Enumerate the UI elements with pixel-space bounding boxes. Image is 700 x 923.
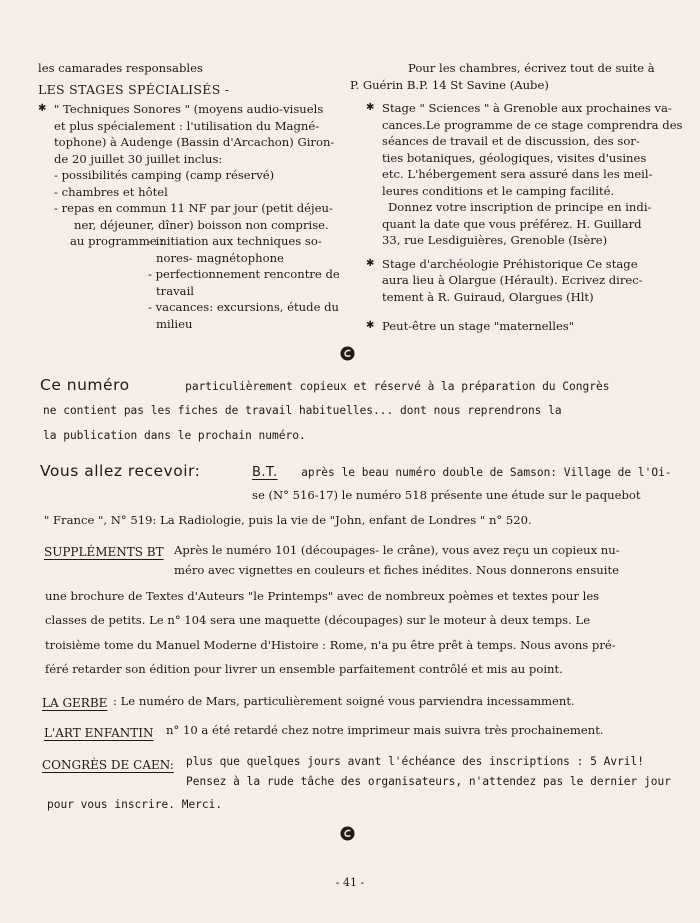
text-line: pour vous inscrire. Merci.	[47, 798, 223, 811]
asterisk-bullet-icon: ✱	[38, 103, 47, 114]
text-line: Peut-être un stage "maternelles"	[382, 319, 575, 333]
text-line: féré retarder son édition pour livrer un ensemble parfaitement contrôlé et mis au point.	[45, 662, 563, 676]
stage-sciences-item	[366, 100, 683, 249]
text-line: la publication dans le prochain numéro.	[43, 429, 306, 442]
text-line: se (N° 516-17) le numéro 518 présente une étude sur le paquebot	[252, 488, 641, 502]
text-line: etc. L'hébergement sera assuré dans les meil-	[382, 167, 653, 181]
text-line: - possibilités camping (camp réservé)	[54, 168, 275, 182]
text-line: troisième tome du Manuel Moderne d'Histoire : Rome, n'a pu être prêt à temps. Nous avons pré-	[45, 638, 616, 652]
ce-numero-lead: Ce numéro	[40, 376, 130, 394]
left-column	[38, 60, 338, 332]
text-line: Pour les chambres, écrivez tout de suite à	[408, 61, 655, 75]
text-line: cances.Le programme de ce stage comprendra des	[382, 117, 683, 132]
techniques-sonores-item	[38, 101, 338, 233]
programme-label: au programme :	[70, 234, 165, 248]
text-line: : Le numéro de Mars, particulièrement soigné vous parviendra incessamment.	[113, 694, 575, 708]
text-line: ties botaniques, géologiques, visites d'usines	[382, 150, 647, 165]
text-line: tement à R. Guiraud, Olargues (Hlt)	[382, 289, 594, 304]
text-line: ne contient pas les fiches de travail habituelles... dont nous reprendrons la	[43, 404, 562, 417]
text-line: aura lieu à Olargue (Hérault). Ecrivez direc-	[382, 273, 643, 287]
right-column	[350, 60, 683, 335]
asterisk-bullet-icon: ✱	[366, 320, 375, 331]
programme-line: milieu	[156, 316, 193, 331]
text-line: n° 10 a été retardé chez notre imprimeur mais suivra très prochainement.	[166, 723, 604, 737]
text-line: quant la date que vous préférez. H. Guillard	[382, 216, 642, 231]
asterisk-bullet-icon: ✱	[366, 102, 375, 113]
stage-archeologie-item	[366, 256, 666, 306]
text-line: et plus spécialement : l'utilisation du Magné-	[54, 118, 320, 133]
text-line: classes de petits. Le n° 104 sera une maquette (découpages) sur le moteur à deux temps. Le	[45, 613, 591, 627]
programme-row	[38, 233, 338, 250]
bt-line1	[252, 465, 672, 480]
text-line: " France ", N° 519: La Radiologie, puis la vie de "John, enfant de Londres " n° 520.	[44, 513, 532, 527]
text-line: une brochure de Textes d'Auteurs "le Printemps" avec de nombreux poèmes et textes pour les	[45, 589, 600, 603]
section-separator-icon	[340, 346, 355, 361]
text-line: plus que quelques jours avant l'échéance des inscriptions : 5 Avril!	[186, 755, 645, 768]
ce-numero-line1	[40, 376, 609, 394]
text-line: Après le numéro 101 (découpages- le crâne), vous avez reçu un copieux nu-	[174, 543, 620, 557]
text-line: Pensez à la rude tâche des organisateurs, n'attendez pas le dernier jour	[186, 775, 671, 788]
left-intro: les camarades responsables	[38, 61, 203, 75]
vous-allez-line1	[40, 462, 200, 480]
text-line: méro avec vignettes en couleurs et fiches inédites. Nous donnerons ensuite	[174, 563, 619, 577]
stages-heading: LES STAGES SPÉCIALISÉS -	[38, 81, 230, 97]
text-line: après le beau numéro double de Samson: Village de l'Oi-	[301, 466, 672, 479]
text-line: de 20 juillet 30 juillet inclus:	[54, 151, 223, 166]
text-line: tophone) à Audenge (Bassin d'Arcachon) Giron-	[54, 135, 335, 149]
section-separator-icon	[340, 826, 355, 841]
text-line: ner, déjeuner, dîner) boisson non comprise.	[74, 217, 329, 232]
text-line: - repas en commun 11 NF par jour (petit déjeu-	[54, 201, 333, 215]
programme-line: nores- magnétophone	[156, 250, 284, 265]
asterisk-bullet-icon: ✱	[366, 257, 375, 269]
programme-line: - perfectionnement rencontre de	[148, 267, 340, 281]
text-line: - chambres et hôtel	[54, 184, 168, 199]
vous-allez-lead: Vous allez recevoir:	[40, 462, 201, 480]
art-enfantin-label: L'ART ENFANTIN	[44, 726, 154, 740]
programme-line: - vacances: excursions, étude du	[148, 300, 340, 314]
text-line: " Techniques Sonores " (moyens audio-visuels	[54, 102, 324, 116]
text-line: particulièrement copieux et réservé à la préparation du Congrès	[185, 380, 610, 393]
text-line: séances de travail et de discussion, des sor-	[382, 134, 640, 148]
page-number: - 41 -	[335, 876, 365, 889]
programme-line: - initiation aux techniques so-	[148, 234, 322, 248]
text-line: Stage " Sciences " à Grenoble aux prochaines va-	[382, 101, 672, 115]
programme-line: travail	[156, 283, 194, 298]
text-line: P. Guérin B.P. 14 St Savine (Aube)	[350, 77, 549, 92]
la-gerbe-label: LA GERBE	[42, 696, 108, 710]
text-line: leures conditions et le camping facilité.	[382, 183, 615, 198]
text-line: 33, rue Lesdiguières, Grenoble (Isère)	[382, 233, 608, 247]
congres-label: CONGRÈS DE CAEN:	[42, 758, 174, 772]
text-line: Donnez votre inscription de principe en indi-	[388, 200, 652, 214]
supplements-label: SUPPLÉMENTS BT	[44, 545, 164, 559]
bt-label: B.T.	[252, 465, 278, 480]
stage-maternelles-item	[366, 318, 666, 335]
text-line: Stage d'archéologie Préhistorique Ce stage	[382, 256, 638, 271]
